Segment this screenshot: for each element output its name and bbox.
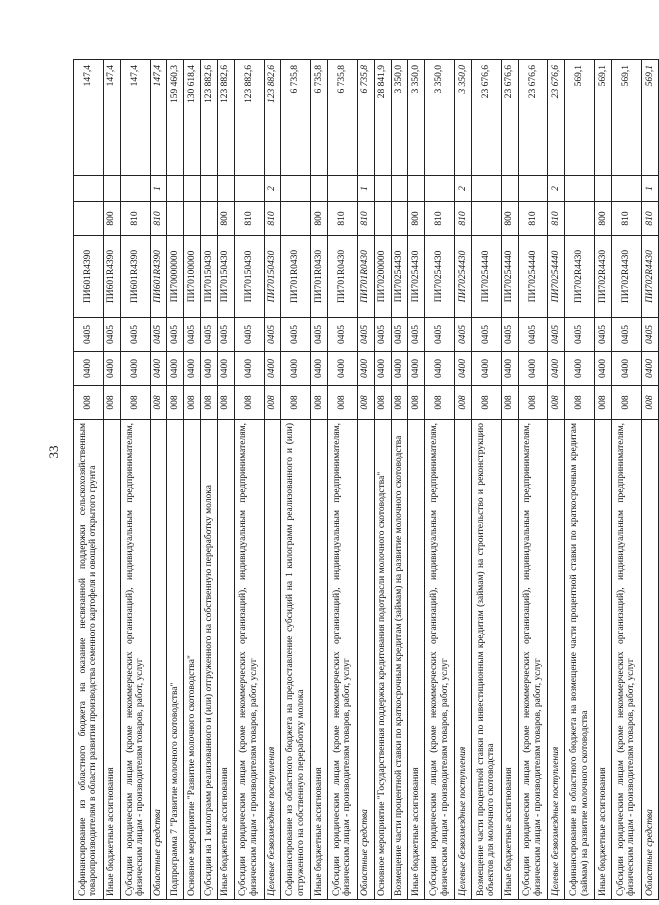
row-amount: 3 350,0: [408, 60, 425, 176]
row-subsection-code: 0405: [103, 318, 120, 352]
row-grbs-code: 008: [328, 386, 358, 420]
row-section-code: 0400: [471, 352, 501, 386]
row-name: Иные бюджетные ассигнования: [311, 420, 328, 900]
row-grbs-code: 008: [217, 386, 234, 420]
table-row: [74, 60, 104, 900]
row-expense-type: [201, 202, 218, 236]
row-expense-type: 800: [501, 202, 518, 236]
row-subsection-code: 0405: [201, 318, 218, 352]
row-expense-type: 810: [548, 202, 565, 236]
row-name: Целевые безвозмездные поступления: [455, 420, 472, 900]
row-expense-type: [281, 202, 311, 236]
table-row: [201, 60, 218, 900]
row-subsection-code: 0405: [565, 318, 595, 352]
row-expense-type: 810: [425, 202, 455, 236]
row-target-code: ПИ70150430: [234, 236, 264, 318]
row-extra-code: [391, 176, 408, 202]
row-amount: 3 350,0: [425, 60, 455, 176]
row-extra-code: [234, 176, 264, 202]
row-extra-code: [565, 176, 595, 202]
row-grbs-code: 008: [471, 386, 501, 420]
row-subsection-code: 0405: [281, 318, 311, 352]
budget-table-body: [74, 60, 659, 900]
row-section-code: 0400: [408, 352, 425, 386]
table-row: [391, 60, 408, 900]
row-name: Подпрограмма 7 "Развитие молочного скотоводства": [167, 420, 184, 900]
row-grbs-code: 008: [357, 386, 374, 420]
row-expense-type: 810: [357, 202, 374, 236]
row-target-code: ПИ70150430: [217, 236, 234, 318]
row-extra-code: 2: [264, 176, 281, 202]
row-section-code: 0400: [281, 352, 311, 386]
row-target-code: ПИ701R0430: [281, 236, 311, 318]
row-amount: 23 676,6: [548, 60, 565, 176]
row-target-code: ПИ70150430: [201, 236, 218, 318]
row-name: Софинансирование из областного бюджета на предоставление субсидий на 1 килограмм реализованного и (или) отгруженного на собственную переработку молока: [281, 420, 311, 900]
row-extra-code: [201, 176, 218, 202]
row-target-code: ПИ70200000: [374, 236, 391, 318]
row-subsection-code: 0405: [74, 318, 104, 352]
row-subsection-code: 0405: [311, 318, 328, 352]
row-extra-code: 2: [455, 176, 472, 202]
row-grbs-code: 008: [120, 386, 150, 420]
row-subsection-code: 0405: [595, 318, 612, 352]
row-extra-code: [120, 176, 150, 202]
row-grbs-code: 008: [374, 386, 391, 420]
row-section-code: 0400: [641, 352, 658, 386]
table-row: [103, 60, 120, 900]
row-subsection-code: 0405: [167, 318, 184, 352]
row-amount: 6 735,8: [328, 60, 358, 176]
row-extra-code: [328, 176, 358, 202]
row-amount: 28 841,9: [374, 60, 391, 176]
row-section-code: 0400: [565, 352, 595, 386]
row-expense-type: 800: [595, 202, 612, 236]
row-expense-type: [74, 202, 104, 236]
row-target-code: ПИ601R4390: [120, 236, 150, 318]
row-expense-type: 810: [150, 202, 167, 236]
row-grbs-code: 008: [565, 386, 595, 420]
row-amount: 3 350,0: [455, 60, 472, 176]
row-subsection-code: 0405: [641, 318, 658, 352]
table-row: [374, 60, 391, 900]
row-name: Субсидии на 1 килограмм реализованного и (или) отгруженного на собственную переработку молока: [201, 420, 218, 900]
row-extra-code: [471, 176, 501, 202]
table-row: [120, 60, 150, 900]
row-section-code: 0400: [311, 352, 328, 386]
row-target-code: ПИ702R4430: [595, 236, 612, 318]
row-target-code: ПИ70254440: [471, 236, 501, 318]
row-section-code: 0400: [217, 352, 234, 386]
row-name: Субсидии юридическим лицам (кроме некоммерческих организаций), индивидуальным предпринимателям, физическим лицам - производителям товаров, работ, услуг: [425, 420, 455, 900]
row-grbs-code: 008: [103, 386, 120, 420]
row-expense-type: [167, 202, 184, 236]
row-subsection-code: 0405: [184, 318, 201, 352]
row-expense-type: 810: [518, 202, 548, 236]
row-target-code: ПИ70254430: [455, 236, 472, 318]
table-row: [455, 60, 472, 900]
row-extra-code: 1: [641, 176, 658, 202]
row-expense-type: [184, 202, 201, 236]
row-extra-code: 1: [357, 176, 374, 202]
row-amount: 23 676,6: [471, 60, 501, 176]
table-row: [641, 60, 658, 900]
row-expense-type: 810: [234, 202, 264, 236]
table-row: [518, 60, 548, 900]
row-grbs-code: 008: [455, 386, 472, 420]
row-name: Областные средства: [357, 420, 374, 900]
row-expense-type: 810: [455, 202, 472, 236]
table-row: [471, 60, 501, 900]
row-target-code: ПИ701R0430: [357, 236, 374, 318]
table-row: [281, 60, 311, 900]
row-grbs-code: 008: [641, 386, 658, 420]
table-row: [595, 60, 612, 900]
row-amount: 569,1: [595, 60, 612, 176]
row-target-code: ПИ70254440: [518, 236, 548, 318]
table-row: [501, 60, 518, 900]
table-row: [425, 60, 455, 900]
row-grbs-code: 008: [281, 386, 311, 420]
row-extra-code: [74, 176, 104, 202]
row-name: Софинансирование из областного бюджета на оказание несвязанной поддержки сельскохозяйственным товаропроизводителям в области развития производства семенного картофеля и овощей открытого грунта: [74, 420, 104, 900]
row-target-code: ПИ70000000: [167, 236, 184, 318]
row-grbs-code: 008: [391, 386, 408, 420]
row-extra-code: [374, 176, 391, 202]
row-subsection-code: 0405: [501, 318, 518, 352]
table-row: [357, 60, 374, 900]
row-grbs-code: 008: [611, 386, 641, 420]
row-amount: 569,1: [565, 60, 595, 176]
row-name: Субсидии юридическим лицам (кроме некоммерческих организаций), индивидуальным предпринимателям, физическим лицам - производителям товаров, работ, услуг: [518, 420, 548, 900]
row-extra-code: [595, 176, 612, 202]
row-grbs-code: 008: [408, 386, 425, 420]
row-name: Основное мероприятие "Государственная поддержка кредитования подотрасли молочного скотоводства": [374, 420, 391, 900]
table-row: [565, 60, 595, 900]
row-expense-type: 810: [264, 202, 281, 236]
row-grbs-code: 008: [184, 386, 201, 420]
row-extra-code: [518, 176, 548, 202]
row-target-code: ПИ701R0430: [311, 236, 328, 318]
row-section-code: 0400: [425, 352, 455, 386]
row-amount: 123 882,6: [234, 60, 264, 176]
row-expense-type: [374, 202, 391, 236]
row-amount: 569,1: [641, 60, 658, 176]
row-grbs-code: 008: [150, 386, 167, 420]
row-grbs-code: 008: [518, 386, 548, 420]
row-grbs-code: 008: [201, 386, 218, 420]
row-subsection-code: 0405: [391, 318, 408, 352]
row-name: Субсидии юридическим лицам (кроме некоммерческих организаций), индивидуальным предпринимателям, физическим лицам - производителям товаров, работ, услуг: [328, 420, 358, 900]
table-row: [311, 60, 328, 900]
row-expense-type: 810: [120, 202, 150, 236]
row-subsection-code: 0405: [455, 318, 472, 352]
row-target-code: ПИ601R4390: [150, 236, 167, 318]
row-amount: 123 882,6: [201, 60, 218, 176]
row-target-code: ПИ702R4430: [641, 236, 658, 318]
row-amount: 23 676,6: [518, 60, 548, 176]
table-row: [184, 60, 201, 900]
row-name: Иные бюджетные ассигнования: [217, 420, 234, 900]
row-extra-code: [611, 176, 641, 202]
row-grbs-code: 008: [548, 386, 565, 420]
row-name: Возмещение части процентной ставки по краткосрочным кредитам (займам) на развитие молочного скотоводства: [391, 420, 408, 900]
row-target-code: ПИ70254430: [408, 236, 425, 318]
row-target-code: ПИ70254430: [425, 236, 455, 318]
row-subsection-code: 0405: [217, 318, 234, 352]
row-name: Иные бюджетные ассигнования: [103, 420, 120, 900]
row-amount: 3 350,0: [391, 60, 408, 176]
row-amount: 147,4: [103, 60, 120, 176]
row-subsection-code: 0405: [120, 318, 150, 352]
row-amount: 6 735,8: [357, 60, 374, 176]
table-row: [328, 60, 358, 900]
row-grbs-code: 008: [501, 386, 518, 420]
row-target-code: ПИ702R4430: [611, 236, 641, 318]
row-grbs-code: 008: [167, 386, 184, 420]
row-name: Основное мероприятие "Развитие молочного скотоводства": [184, 420, 201, 900]
row-expense-type: 800: [103, 202, 120, 236]
row-amount: 6 735,8: [281, 60, 311, 176]
row-expense-type: 810: [641, 202, 658, 236]
row-target-code: ПИ70100000: [184, 236, 201, 318]
row-expense-type: 800: [217, 202, 234, 236]
row-amount: 147,4: [150, 60, 167, 176]
row-extra-code: [501, 176, 518, 202]
row-extra-code: [103, 176, 120, 202]
row-target-code: ПИ70254430: [391, 236, 408, 318]
row-extra-code: 2: [548, 176, 565, 202]
row-expense-type: 800: [408, 202, 425, 236]
row-name: Целевые безвозмездные поступления: [548, 420, 565, 900]
row-amount: 147,4: [120, 60, 150, 176]
row-expense-type: [471, 202, 501, 236]
row-amount: 147,4: [74, 60, 104, 176]
row-section-code: 0400: [150, 352, 167, 386]
row-grbs-code: 008: [425, 386, 455, 420]
row-section-code: 0400: [234, 352, 264, 386]
row-section-code: 0400: [391, 352, 408, 386]
row-grbs-code: 008: [595, 386, 612, 420]
row-section-code: 0400: [103, 352, 120, 386]
row-grbs-code: 008: [311, 386, 328, 420]
row-amount: 569,1: [611, 60, 641, 176]
row-section-code: 0400: [611, 352, 641, 386]
row-extra-code: [311, 176, 328, 202]
row-subsection-code: 0405: [471, 318, 501, 352]
row-section-code: 0400: [455, 352, 472, 386]
row-section-code: 0400: [548, 352, 565, 386]
row-expense-type: [391, 202, 408, 236]
row-target-code: ПИ70254440: [501, 236, 518, 318]
row-section-code: 0400: [201, 352, 218, 386]
row-amount: 23 676,6: [501, 60, 518, 176]
row-subsection-code: 0405: [234, 318, 264, 352]
row-grbs-code: 008: [234, 386, 264, 420]
table-row: [408, 60, 425, 900]
row-subsection-code: 0405: [328, 318, 358, 352]
row-subsection-code: 0405: [425, 318, 455, 352]
row-section-code: 0400: [74, 352, 104, 386]
row-section-code: 0400: [374, 352, 391, 386]
row-extra-code: [167, 176, 184, 202]
row-name: Софинансирование из областного бюджета на возмещение части процентной ставки по краткосрочным кредитам (займам) на развитие молочного скотоводства: [565, 420, 595, 900]
table-row: [150, 60, 167, 900]
row-subsection-code: 0405: [408, 318, 425, 352]
row-extra-code: [217, 176, 234, 202]
row-subsection-code: 0405: [518, 318, 548, 352]
row-amount: 130 618,4: [184, 60, 201, 176]
row-grbs-code: 008: [264, 386, 281, 420]
row-extra-code: [425, 176, 455, 202]
row-extra-code: 1: [150, 176, 167, 202]
row-subsection-code: 0405: [548, 318, 565, 352]
row-name: Целевые безвозмездные поступления: [264, 420, 281, 900]
budget-table: [73, 59, 659, 900]
row-expense-type: 800: [311, 202, 328, 236]
table-row: [548, 60, 565, 900]
row-section-code: 0400: [595, 352, 612, 386]
row-name: Субсидии юридическим лицам (кроме некоммерческих организаций), индивидуальным предпринимателям, физическим лицам - производителям товаров, работ, услуг: [611, 420, 641, 900]
row-name: Иные бюджетные ассигнования: [501, 420, 518, 900]
budget-table-container: [73, 60, 659, 900]
row-grbs-code: 008: [74, 386, 104, 420]
row-extra-code: [281, 176, 311, 202]
row-amount: 6 735,8: [311, 60, 328, 176]
row-name: Субсидии юридическим лицам (кроме некоммерческих организаций), индивидуальным предпринимателям, физическим лицам - производителям товаров, работ, услуг: [234, 420, 264, 900]
row-expense-type: 810: [328, 202, 358, 236]
row-amount: 123 882,6: [217, 60, 234, 176]
row-name: Иные бюджетные ассигнования: [408, 420, 425, 900]
row-target-code: ПИ70150430: [264, 236, 281, 318]
row-target-code: ПИ601R4390: [103, 236, 120, 318]
row-section-code: 0400: [357, 352, 374, 386]
row-extra-code: [408, 176, 425, 202]
row-section-code: 0400: [120, 352, 150, 386]
row-section-code: 0400: [501, 352, 518, 386]
row-target-code: ПИ70254440: [548, 236, 565, 318]
table-row: [234, 60, 264, 900]
row-subsection-code: 0405: [374, 318, 391, 352]
row-section-code: 0400: [264, 352, 281, 386]
row-amount: 159 460,3: [167, 60, 184, 176]
row-target-code: ПИ702R4430: [565, 236, 595, 318]
row-subsection-code: 0405: [357, 318, 374, 352]
row-name: Областные средства: [641, 420, 658, 900]
row-subsection-code: 0405: [150, 318, 167, 352]
row-amount: 123 882,6: [264, 60, 281, 176]
row-section-code: 0400: [184, 352, 201, 386]
table-row: [167, 60, 184, 900]
row-section-code: 0400: [167, 352, 184, 386]
row-name: Областные средства: [150, 420, 167, 900]
row-target-code: ПИ601R4390: [74, 236, 104, 318]
table-row: [217, 60, 234, 900]
table-row: [264, 60, 281, 900]
row-name: Иные бюджетные ассигнования: [595, 420, 612, 900]
row-name: Возмещение части процентной ставки по инвестиционным кредитам (займам) на строительство и реконструкцию объектов для молочного скотоводства: [471, 420, 501, 900]
row-name: Субсидии юридическим лицам (кроме некоммерческих организаций), индивидуальным предпринимателям, физическим лицам - производителям товаров, работ, услуг: [120, 420, 150, 900]
row-expense-type: 810: [611, 202, 641, 236]
row-section-code: 0400: [328, 352, 358, 386]
table-row: [611, 60, 641, 900]
row-expense-type: [565, 202, 595, 236]
row-subsection-code: 0405: [264, 318, 281, 352]
row-subsection-code: 0405: [611, 318, 641, 352]
row-section-code: 0400: [518, 352, 548, 386]
row-extra-code: [184, 176, 201, 202]
page-number: 33: [46, 445, 61, 459]
row-target-code: ПИ701R0430: [328, 236, 358, 318]
